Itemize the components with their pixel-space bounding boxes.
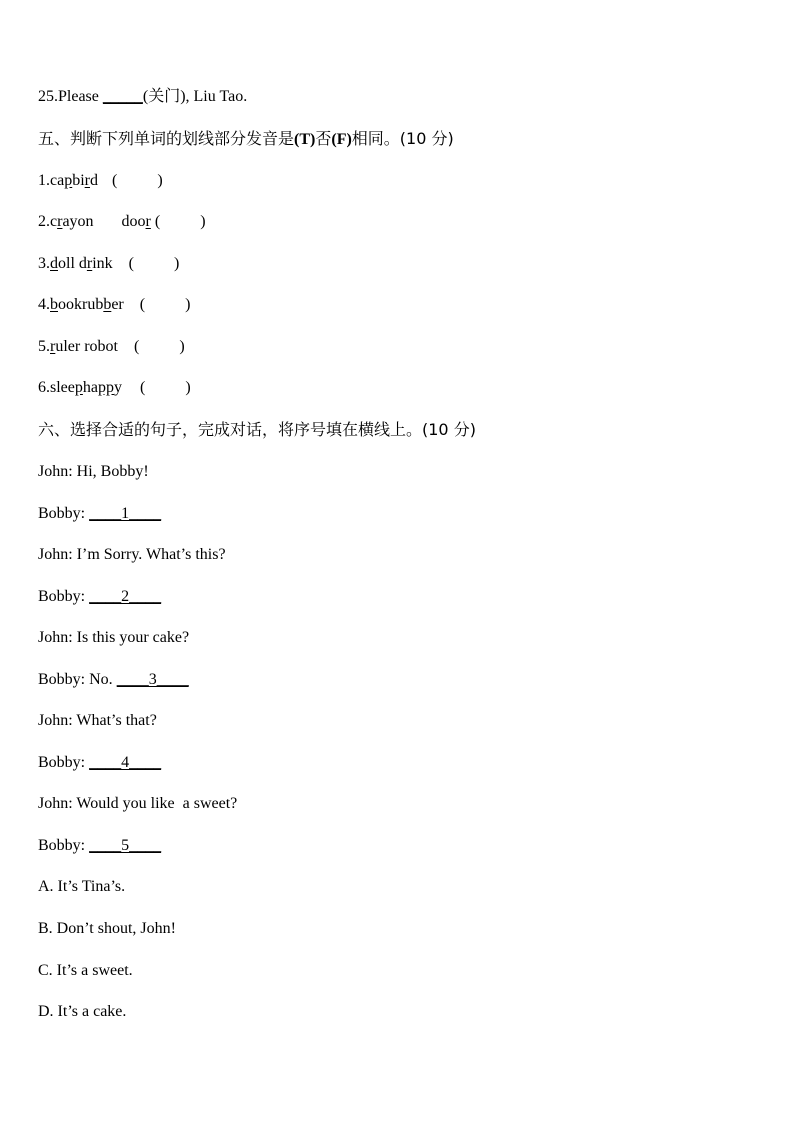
underlined-part: r: [84, 172, 90, 189]
item-number: 4.: [38, 296, 50, 313]
option-a: A. It’s Tina’s.: [38, 878, 126, 895]
answer-blank-5[interactable]: ____5____: [89, 837, 162, 854]
word-part: o: [58, 296, 66, 313]
item-number: 2.: [38, 213, 50, 230]
dialog-text: Hi, Bobby!: [76, 463, 149, 480]
dialog-line-1: [38, 462, 149, 482]
dialog-text: Would you like a sweet?: [76, 795, 238, 812]
item-number: 5.: [38, 338, 50, 355]
section-5-title-part2: 否: [315, 129, 332, 148]
speaker: John:: [38, 629, 73, 646]
answer-blank-1[interactable]: ____1____: [89, 505, 162, 522]
underlined-part: pp: [97, 379, 114, 396]
phonics-item-6: [38, 378, 191, 398]
answer-paren[interactable]: ( ): [133, 338, 185, 355]
speaker: John:: [38, 712, 73, 729]
dialog-text: No.: [89, 671, 113, 688]
word-part: ca: [50, 172, 65, 189]
answer-paren[interactable]: ( ): [139, 296, 191, 313]
word-part: y: [113, 379, 122, 396]
underlined-part: r: [86, 255, 93, 272]
word-part: er: [111, 296, 124, 313]
word-part: doo: [93, 213, 146, 230]
item-number: 3.: [38, 255, 50, 272]
word-part: ink: [92, 255, 113, 272]
answer-paren[interactable]: ( ): [111, 172, 163, 189]
dialog-text: I’m Sorry. What’s this?: [76, 546, 226, 563]
dialog-line-9: [38, 794, 237, 814]
answer-paren[interactable]: ( ): [128, 255, 180, 272]
word-part: bot: [97, 338, 118, 355]
speaker: John:: [38, 463, 73, 480]
underlined-part: p: [74, 379, 83, 396]
underlined-part: b: [103, 296, 112, 313]
question-25: [38, 87, 247, 107]
answer-paren[interactable]: ( ): [139, 379, 191, 396]
speaker: Bobby:: [38, 754, 86, 771]
phonics-item-4: [38, 295, 190, 315]
phonics-item-1: [38, 171, 163, 191]
word-part: ayon: [62, 213, 94, 230]
word-part: o: [58, 255, 66, 272]
section-5-title-t: (T): [294, 131, 316, 148]
section-5-title-part1: 五、判断下列单词的划线部分发音是: [38, 129, 295, 148]
q25-hint: (关门), Liu Tao.: [142, 88, 248, 105]
dialog-line-4: [38, 587, 161, 607]
word-part: ll d: [66, 255, 87, 272]
word-part: o: [89, 338, 98, 355]
dialog-text: Is this your cake?: [76, 629, 190, 646]
speaker: Bobby:: [38, 505, 86, 522]
underlined-part: d: [50, 255, 58, 272]
dialog-line-10: [38, 836, 161, 856]
phonics-item-5: [38, 337, 185, 357]
answer-blank-2[interactable]: ____2____: [89, 588, 162, 605]
underlined-part: r: [145, 213, 151, 230]
phonics-item-3: [38, 254, 179, 274]
answer-paren[interactable]: ( ): [154, 213, 206, 230]
word-part: okrub: [66, 296, 104, 313]
dialog-line-8: [38, 753, 161, 773]
word-part: ha: [82, 379, 98, 396]
q25-prefix: 25.Please: [38, 88, 103, 105]
underlined-part: p: [64, 172, 73, 189]
answer-blank-3[interactable]: ____3____: [116, 671, 189, 688]
answer-blank-4[interactable]: ____4____: [89, 754, 162, 771]
section-5-title-part3: 相同。(10 分): [351, 129, 454, 148]
option-c: C. It’s a sweet.: [38, 962, 133, 979]
dialog-line-5: [38, 628, 189, 648]
dialog-line-3: [38, 545, 226, 565]
word-part: bi: [72, 172, 85, 189]
section-5-title-f: (F): [331, 131, 352, 148]
underlined-part: r: [57, 213, 63, 230]
dialog-text: What’s that?: [76, 712, 157, 729]
word-part: u: [55, 338, 64, 355]
underlined-part: b: [50, 296, 58, 313]
option-b: B. Don’t shout, John!: [38, 920, 176, 937]
speaker: Bobby:: [38, 588, 86, 605]
speaker: John:: [38, 795, 73, 812]
item-number: 6.: [38, 379, 50, 396]
word-part: c: [50, 213, 58, 230]
item-number: 1.: [38, 172, 50, 189]
section-5-title: [38, 129, 454, 150]
dialog-line-7: [38, 711, 157, 731]
speaker: Bobby:: [38, 837, 86, 854]
phonics-item-2: [38, 212, 206, 232]
dialog-line-6: [38, 670, 189, 690]
underlined-part: r: [50, 338, 56, 355]
word-part: slee: [50, 379, 75, 396]
q25-blank[interactable]: _____: [102, 88, 143, 105]
word-part: d: [89, 172, 98, 189]
dialog-line-2: [38, 504, 161, 524]
speaker: Bobby:: [38, 671, 86, 688]
word-part: ler r: [63, 338, 90, 355]
section-6-title: 六、选择合适的句子，完成对话，将序号填在横线上。(10 分): [38, 420, 476, 439]
speaker: John:: [38, 546, 73, 563]
option-d: D. It’s a cake.: [38, 1003, 127, 1020]
